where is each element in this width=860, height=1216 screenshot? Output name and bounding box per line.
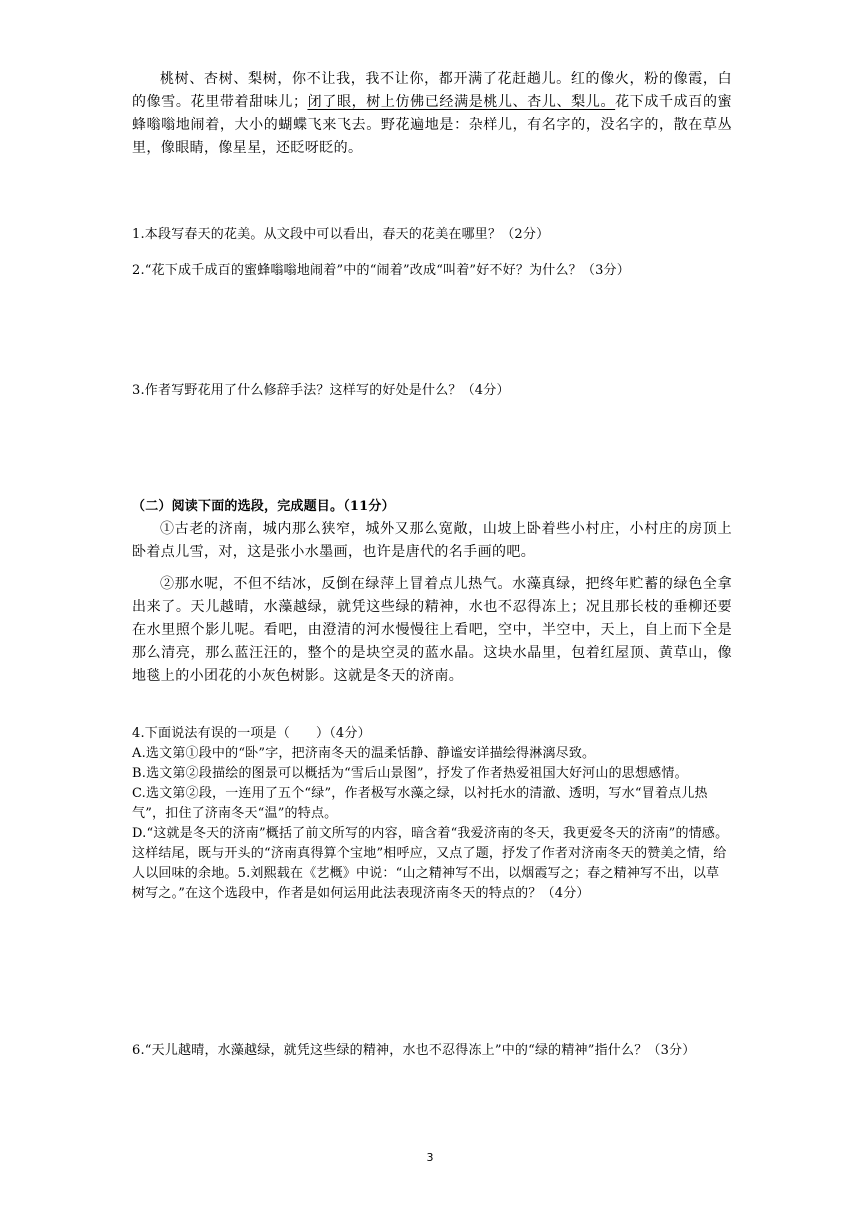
- passage2-paragraph-2: ②那水呢，不但不结冰，反倒在绿萍上冒着点儿热气。水藻真绿，把终年贮蓄的绿色全拿出来了。天儿越晴，水藻越绿，就凭这些绿的精神，水也不忍得冻上；况且那长枝的垂柳还要在水里照个影儿呢。看吧，由澄清的河水慢慢往上看吧，空中，半空中，天上，自上而下全是那么清亮，那么蓝汪汪的，整个的是块空灵的蓝水晶。这块水晶里，包着红屋顶、黄草山，像地毯上的小团花的小灰色树影。这就是冬天的济南。: [132, 576, 732, 684]
- section-2-heading: （二）阅读下面的选段，完成题目。（11分）: [132, 499, 395, 514]
- passage2-paragraph-1: ①古老的济南，城内那么狭窄，城外又那么宽敞，山坡上卧着些小村庄，小村庄的房顶上卧着点儿雪，对，这是张小水墨画，也许是唐代的名手画的吧。: [132, 521, 732, 560]
- question-4-stem-end: ）（4分）: [316, 726, 371, 741]
- question-4-stem: [132, 724, 732, 744]
- question-4-stem-start: 4.下面说法有误的一项是（: [132, 726, 291, 741]
- page-number: 3: [426, 1151, 434, 1164]
- option-c: C.选文第②段，一连用了五个“绿”，作者极写水藻之绿，以衬托水的清澈、透明，写水“冒着点儿热气”，扣住了济南冬天“温”的特点。: [132, 786, 708, 821]
- passage1-text-a: 桃树、杏树、梨树，你不让我，我不让你，都开满了花赶趟儿。红的像火，粉的像霞，白的像雪。花里带着甜味儿；: [132, 71, 732, 110]
- question-3: 3.作者写野花用了什么修辞手法？这样写的好处是什么？（4分）: [132, 383, 510, 398]
- passage-spring-flowers: [132, 68, 732, 160]
- passage1-text-b: 花下成千成百的蜜蜂嗡嗡地闹着，大小的蝴蝶飞来飞去。野花遍地是：杂样儿，有名字的，没名字的，散在草丛里，像眼睛，像星星，还眨呀眨的。: [132, 94, 732, 156]
- option-b: B.选文第②段描绘的图景可以概括为“雪后山景图”，抒发了作者热爱祖国大好河山的思想感情。: [132, 766, 688, 781]
- option-d: D.“这就是冬天的济南”概括了前文所写的内容，暗含着“我爱济南的冬天，我更爱冬天的济南”的情感。这样结尾，既与开头的“济南真得算个宝地”相呼应，又点了题，抒发了作者对济南冬天的赞美之情，给人以回味的余地。: [132, 826, 729, 881]
- question-1: 1.本段写春天的花美。从文段中可以看出，春天的花美在哪里？（2分）: [132, 227, 550, 242]
- option-d-with-question-5: [132, 824, 732, 904]
- question-5: 5.刘熙载在《艺概》中说：“山之精神写不出，以烟霞写之；春之精神写不出，以草树写之。”在这个选段中，作者是如何运用此法表现济南冬天的特点的？（4分）: [132, 866, 720, 901]
- option-a: A.选文第①段中的“卧”字，把济南冬天的温柔恬静、静谧安详描绘得淋漓尽致。: [132, 746, 596, 761]
- question-2: 2.“花下成千成百的蜜蜂嗡嗡地闹着”中的“闹着”改成“叫着”好不好？为什么？（3分）: [132, 263, 630, 278]
- question-4: [132, 724, 732, 904]
- passage1-underlined-sentence: 闭了眼，树上仿佛已经满是桃儿、杏儿、梨儿。: [307, 94, 616, 110]
- question-6: 6.“天儿越晴，水藻越绿，就凭这些绿的精神，水也不忍得冻上”中的“绿的精神”指什么？（3分）: [132, 1043, 696, 1058]
